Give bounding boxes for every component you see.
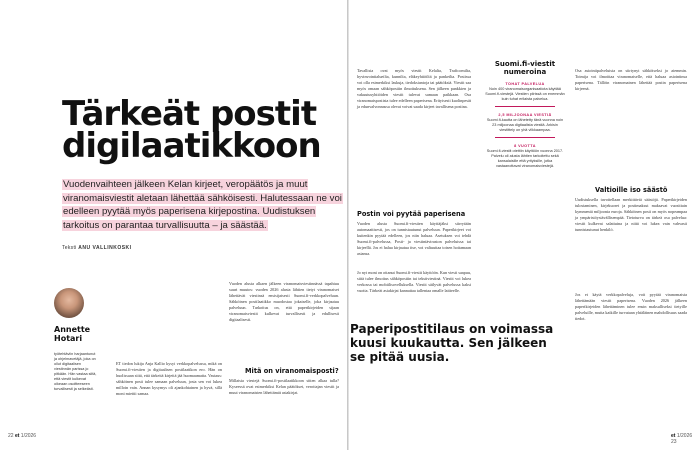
fact-text-1: Noin 400 viranomaisorganisaatiota käyttää Suomi.fi-viestejä. Viestien piirissä on enemmän kuin tuhat erilaista palvelua. <box>485 87 565 101</box>
fact-label-1: TOHAT PALVELUA <box>505 82 545 86</box>
lead-highlight: Vuodenvaihteen jälkeen Kelan kirjeet, veropäätös ja muut viranomaisviestit aletaan lähettää sähköisesti. Halutessaan ne voi edelleen pyytää myös paperisena kirjepostina. Uudistuksen tarkoitus on parantaa turvallisuutta – ja säästää. <box>63 179 342 231</box>
body-column-1: ET tiedon lukija Anja Kallio kysyi verkkopalvelussa, mikä on Suomi.fi-viestien ja digitaalisen postilaatikon ero. Hän on huolissaan siitä, että tärkeitä kirjeitä jää huomaamatta. Vastaus: sähköinen posti tulee samaan palveluun, josta sen voi lukea milloin vain. Annan kysymys oli ajankohtainen ja hyvä, sillä moni miettii samaa. <box>116 361 222 396</box>
body-column-5-cont: Uudistuksella tavoitellaan merkittäviä säästöjä. Paperikirjeiden tulostaminen, kirjekuoret ja postimaksut maksavat vuosittain kymmeniä miljoonia euroja. Sähköinen posti on myös nopeampaa ja ympäristöystävällisempää. Tietoturva on tärkeä osa palvelua: viestit kulkevat salattuina ja niitä voi lukea vain vahvasti tunnistautunut henkilö. <box>575 197 687 232</box>
left-page <box>0 0 347 450</box>
body-column-3: Tavallisia ovat myös viestit Kelalta, Traficomilta, hyvinvointialueilta, kunnilta, eläkeyhtiöiltä ja pankeilta. Postissa voi olla esimerkiksi laskuja, tiedoksiantoja tai päätöksiä. Viestit saa myös omaan sähköpostiin ilmoituksena. Sen jälkeen pankkien ja vakuutusyhtiöiden viestit tulevat samaan paikkaan. Osa viranomaispostista tulee edelleen paperisena. Erityisesti kuolinpesät ja edunvalvonnassa olevat voivat saada kirjeet tavallisena postina. <box>357 68 471 109</box>
col5-subheading: Valtioille iso säästö <box>595 186 668 194</box>
fact-label-3: 8 VUOTTA <box>514 144 536 148</box>
right-folio <box>671 433 696 445</box>
issue-left: 1/2026 <box>20 433 37 439</box>
pull-quote: Paperipostitilaus on voimassa kuusi kuukautta. Sen jälkeen se pitää uusia. <box>350 322 554 364</box>
expert-avatar <box>54 288 84 318</box>
body-column-2-cont: Millaisia viestejä Suomi.fi-postilaatikkoon sitten alkaa tulla? Kyseessä ovat esimerkiksi Kelan päätökset, verottajan viestit ja muut viranomaisten lähettämät asiakirjat. <box>229 378 339 395</box>
fact-divider-1 <box>495 106 555 107</box>
body-column-5: Osa asiointipalveluista on siirtynyt sähköiseksi jo aiemmin. Toimija voi ilmoittaa viranomaiselle, että haluaa asiointinsa paperisena. Tällöin viranomainen lähettää postin paperisena kirjeenä. <box>575 68 687 91</box>
page-number-right: 23 <box>671 439 677 445</box>
factbox-title: Suomi.fi-viestit numeroina <box>494 60 556 76</box>
issue-right: 1/2026 <box>676 433 693 439</box>
left-folio <box>8 433 36 439</box>
fact-box <box>485 60 565 260</box>
body-column-3-tail: Jo nyt moni on ottanut Suomi.fi-viestit käyttöön. Kun viesti saapuu, siitä tulee ilmoitus sähköpostiin tai tekstiviestinä. Viestit voi lukea verkossa tai mobiilisovelluksella. Viestit säilyvät palvelussa kaksi vuotta. Tärkeät asiakirjat kannattaa tallentaa omalle laitteelle. <box>357 270 471 293</box>
body-column-3-cont: Vuoden alusta Suomi.fi-viestien käyttäjäksi siirrytään automaattisesti, jos on tunnistautunut palveluun. Paperikirjeet voi kuitenkin pyytää edelleen, jos niin haluaa. Asetuksen voi tehdä Suomi.fi-palvelussa, Posti- ja viestintäviraston palveluissa tai kirjeellä. Jos ei halua kirjautua itse, voi valtuuttaa toisen hoitamaan asiansa. <box>357 221 471 256</box>
col2-subheading: Mitä on viranomaisposti? <box>245 367 339 375</box>
expert-description: työtehtäviin harjaantunut ja ohjelmavetäjä, joka on ollut digitaalisen viestinnän parissa jo pitkään. Hän vastaa siitä, että viestit kulkevat oikeaan osoitteeseen turvallisesti ja selkeästi. <box>54 352 97 391</box>
byline-label: Teksti <box>62 245 77 251</box>
article-lead <box>62 178 342 232</box>
magazine-mark-left: et <box>14 433 20 439</box>
col3-subheading: Postin voi pyytää paperisena <box>357 210 466 218</box>
body-column-5-tail: Jos et käytä verkkopalveluja, voit pyytää viranomaista lähettämään viestit paperisena. Vuoden 2026 jälkeen paperikirjeiden lähettäminen tulee ensin maksulliseksi tietyille palveluille, mutta kaikille turvataan yhtäläinen mahdollisuus saada tiedot. <box>575 292 687 321</box>
body-column-2: Vuoden alusta alkaen jälkeen viranomaisviestinnässä tapahtuu suuri muutos: vuoden 2026 alusta lähtien tietyt viranomaiset lähettävät viestinsä ensisijaisesti Suomi.fi-verkkopalveluun. Sähköinen postilaatikko muodostaa jokaiselle, joka kirjautuu palveluun. Tarkoitus on, että paperikirjeiden sijaan viranomaisviestit kulkevat turvallisesti ja edullisesti digitaalisesti. <box>229 281 339 322</box>
article-headline: Tärkeät postit digilaatikkoon <box>62 94 321 166</box>
page-number-left: 22 <box>8 433 14 439</box>
fact-label-2: 2,5 MILJOONAA VIESTIÄ <box>498 113 552 117</box>
fact-divider-2 <box>495 137 555 138</box>
fact-text-3: Suomi.fi-viestit otettiin käyttöön vuonna 2017. Palvelu oli alusta lähtien tarkoitettu sekä kansalaisille että yrityksille, jotka vastaanottavat viranomaisviestejä. <box>486 149 564 168</box>
byline <box>62 245 132 251</box>
magazine-mark-right: et <box>671 433 676 439</box>
fact-text-2: Suomi.fi-kautta on lähetetty tänä vuonna noin 23 miljoonaa digitaalista viestiä. Arkisin viestittely on yhä vilkkaampaa. <box>486 118 564 132</box>
expert-name: Annette Hotari <box>54 325 91 343</box>
byline-author: ANU VALLINKOSKI <box>78 245 132 251</box>
